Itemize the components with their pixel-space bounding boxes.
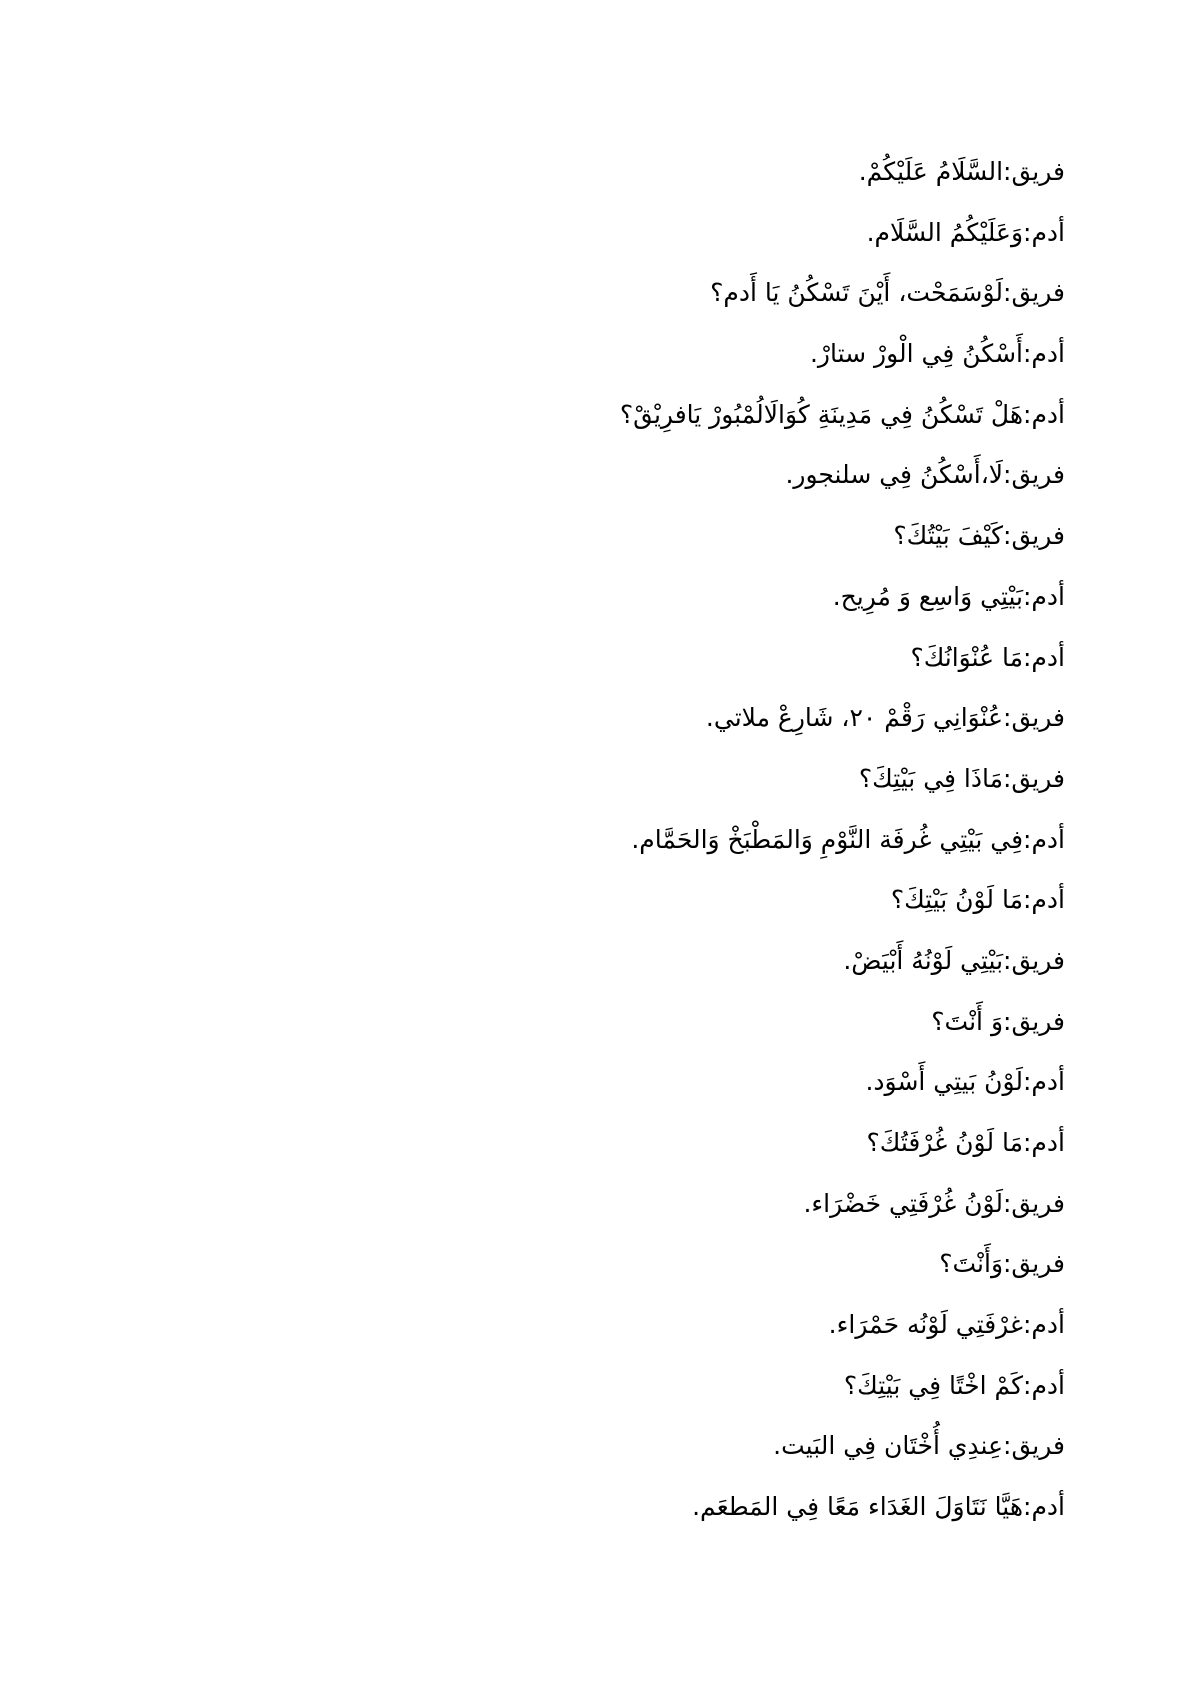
dialogue-line: فريق:عِندِي أُخْتَان فِي البَيت. bbox=[773, 1431, 1065, 1461]
dialogue-line: أدم:بَيْتِي وَاسِع وَ مُرِيح. bbox=[832, 581, 1065, 611]
dialogue-line: أدم:غرْفَتِي لَوْنُه حَمْرَاء. bbox=[828, 1310, 1065, 1340]
dialogue-line: أدم:كَمْ اخْتًا فِي بَيْتِكَ؟ bbox=[843, 1370, 1065, 1400]
dialogue-list bbox=[165, 142, 1065, 1538]
dialogue-line: فريق:مَاذَا فِي بَيْتِكَ؟ bbox=[858, 763, 1065, 793]
dialogue-line: أدم:هَلْ تَسْكُنُ فِي مَدِينَةِ كُوَالَالُمْبُورْ يَافرِيْقْ؟ bbox=[619, 399, 1065, 429]
dialogue-line: فريق:وَ أَنْتَ؟ bbox=[931, 1006, 1065, 1036]
dialogue-line: أدم:أَسْكُنُ فِي الْورْ ستارْ. bbox=[809, 339, 1065, 369]
dialogue-line: أدم:لَوْنُ بَيتِي أَسْوَد. bbox=[865, 1067, 1065, 1097]
dialogue-line: أدم:مَا لَوْنُ بَيْتِكَ؟ bbox=[890, 885, 1065, 915]
dialogue-line: أدم:مَا عُنْوَانُكَ؟ bbox=[910, 642, 1065, 672]
dialogue-line: فريق:كَيْفَ بَيْتُكَ؟ bbox=[893, 521, 1065, 551]
dialogue-line: فريق:وَأَنْتَ؟ bbox=[939, 1249, 1065, 1279]
dialogue-line: أدم:هَيَّا نَتَاوَلَ الغَدَاء مَعًا فِي المَطعَم. bbox=[692, 1492, 1065, 1522]
dialogue-line: أدم:وَعَلَيْكُمُ السَّلَام. bbox=[866, 217, 1065, 247]
dialogue-line: أدم:فِي بَيْتِي غُرفَة النَّوْمِ وَالمَطْبَخْ وَالحَمَّام. bbox=[631, 824, 1065, 854]
dialogue-line: فريق:لَوْسَمَحْت، أَيْنَ تَسْكُنُ يَا أَدم؟ bbox=[710, 278, 1065, 308]
dialogue-line: فريق:السَّلَامُ عَلَيْكُمْ. bbox=[858, 157, 1065, 186]
dialogue-line: فريق:لَوْنُ غُرْفَتِي خَضْرَاء. bbox=[803, 1188, 1065, 1218]
dialogue-line: فريق:بَيْتِي لَوْنُهُ أَبْيَضْ. bbox=[843, 945, 1065, 975]
dialogue-line: أدم:مَا لَوْنُ غُرْفَتُكَ؟ bbox=[866, 1128, 1065, 1157]
dialogue-line: فريق:لَا،أَسْكُنُ فِي سلنجور. bbox=[785, 460, 1065, 490]
dialogue-line: فريق:عُنْوَانِي رَقْمْ ٢٠، شَارِعْ ملاتي. bbox=[705, 703, 1065, 733]
